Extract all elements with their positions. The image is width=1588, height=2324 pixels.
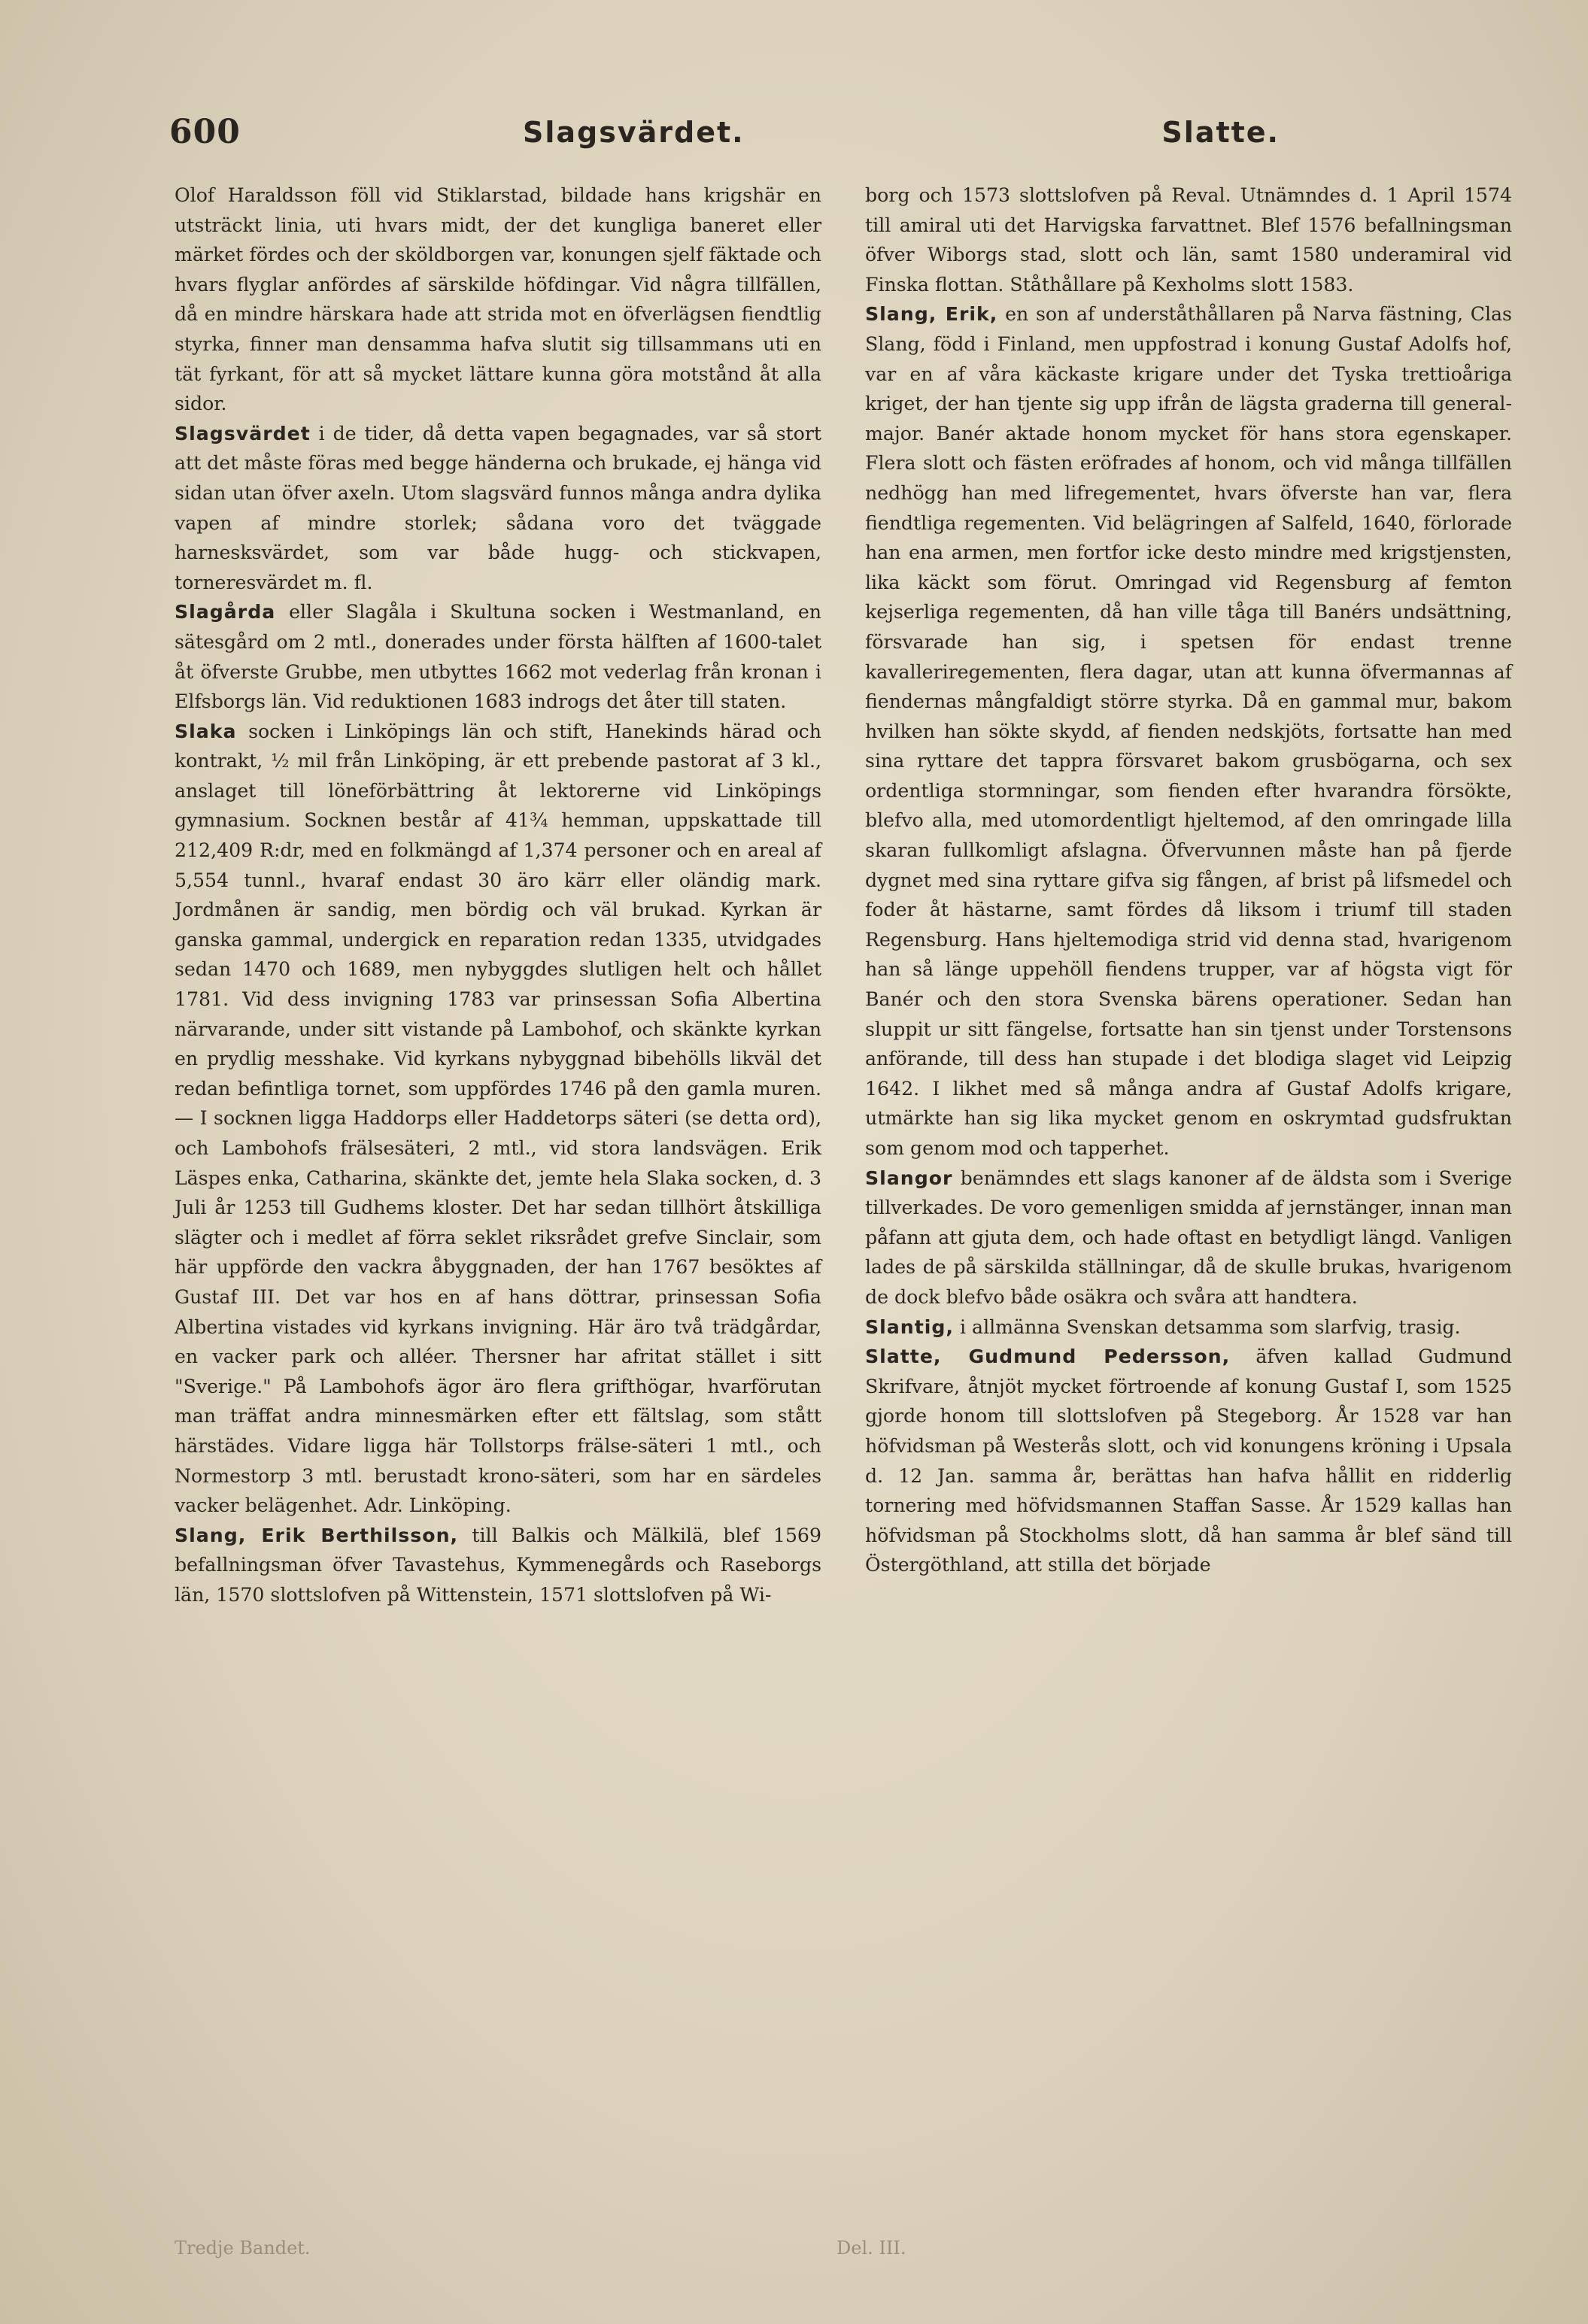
entry-text: borg och 1573 slottslofven på Reval. Utnämndes d. 1 April 1574 till amiral uti det Harvigska farvattnet. Blef 1576 befallningsman öfver Wiborgs stad, slott och län, samt 1580 underamiral vid Finska flottan. Ståthållare på Kexholms slott 1583. — [865, 184, 1512, 296]
left-running-title: Slagsvärdet. — [523, 116, 745, 149]
entry-text: i allmänna Svenskan detsamma som slarfvig, trasig. — [953, 1315, 1461, 1338]
headword: Slangor — [865, 1167, 953, 1189]
headword: Slang, Erik, — [865, 303, 998, 326]
left-entry-1 — [175, 181, 821, 419]
right-entry-1 — [865, 181, 1512, 299]
entry-text: benämndes ett slags kanoner af de äldsta som i Sverige tillverkades. De voro gemenligen smidda af jernstänger, innan man påfann att gjuta dem, och hade oftast en betydligt längd. Vanligen lades de på särskilda ställningar, då de skulle brukas, hvarigenom de dock blefvo både osäkra och svåra att handtera. — [865, 1167, 1512, 1308]
left-entry-2 — [175, 419, 821, 598]
entry-text: socken i Linköpings län och stift, Hanekinds härad och kontrakt, ½ mil från Linköping, är ett prebende pastorat af 3 kl., anslaget till löneförbättring åt lektorerne vid Linköpings gymnasium. Socknen består af 41¾ hemman, uppskattade till 212,409 R:dr, med en folkmängd af 1,374 personer och en areal af 5,554 tunnl., hvaraf endast 30 äro kärr eller oländig mark. Jordmånen är sandig, men bördig och väl brukad. Kyrkan är ganska gammal, undergick en reparation redan 1335, utvidgades sedan 1470 och 1689, men nybyggdes slutligen helt och hållet 1781. Vid dess invigning 1783 var prinsessan Sofia Albertina närvarande, under sitt vistande på Lambohof, och skänkte kyrkan en prydlig messhake. Vid kyrkans nybyggnad bibehölls likväl det redan befintliga tornet, som uppfördes 1746 på den gamla muren. — I socknen ligga Haddorps eller Haddetorps säteri (se detta ord), och Lambohofs frälsesäteri, 2 mtl., vid stora landsvägen. Erik Läspes enka, Catharina, skänkte det, jemte hela Slaka socken, d. 3 Juli år 1253 till Gudhems kloster. Det har sedan tillhört åtskilliga slägter och i medlet af förra seklet riksrådet grefve Sinclair, som här uppförde den vackra åbyggnaden, der han 1767 besöktes af Gustaf III. Det var hos en af hans döttrar, prinsessan Sofia Albertina vistades vid kyrkans invigning. Här äro två trädgårdar, en vacker park och alléer. Thersner har afritat stället i sitt "Sverige." På Lambohofs ägor äro flera grifthögar, hvarförutan man träffat andra minnesmärken efter ett fältslag, som stått härstädes. Vidare ligga här Tollstorps frälse-säteri 1 mtl., och Normestorp 3 mtl. berustadt krono-säteri, som har en särdeles vacker belägenhet. Adr. Linköping. — [175, 720, 821, 1517]
right-column — [865, 181, 1512, 1580]
headword: Slang, Erik Berthilsson, — [175, 1524, 459, 1546]
right-entry-5 — [865, 1342, 1512, 1580]
entry-text: en son af underståthållaren på Narva fästning, Clas Slang, född i Finland, men uppfostrad i konung Gustaf Adolfs hof, var en af våra käckaste krigare under det Tyska trettioåriga kriget, der han tjente sig upp ifrån de lägsta graderna till general-major. Banér aktade honom mycket för hans stora egenskaper. Flera slott och fästen eröfrades af honom, och vid många tillfällen nedhögg han med lifregementet, hvars öfverste han var, flera fiendtliga regementen. Vid belägringen af Salfeld, 1640, förlorade han ena armen, men fortfor icke desto mindre med krigstjensten, lika käckt som förut. Omringad vid Regensburg af femton kejserliga regementen, då han ville tåga till Banérs undsättning, försvarade han sig, i spetsen för endast trenne kavalleriregementen, flera dagar, utan att kunna öfvermannas af fiendernas mångfaldigt större styrka. Då en gammal mur, bakom hvilken han sökte skydd, af fienden nedskjöts, fortsatte han med sina ryttare det tappra försvaret bakom grusbögarna, och sex ordentliga stormningar, som fienden efter hvarandra försökte, blefvo alla, med utomordentligt hjeltemod, af den omringade lilla skaran fullkomligt afslagna. Öfvervunnen måste han på fjerde dygnet med sina ryttare gifva sig fången, af brist på lifsmedel och foder åt hästarne, samt fördes då liksom i triumf till staden Regensburg. Hans hjeltemodiga strid vid denna stad, hvarigenom han så länge uppehöll fiendens trupper, var af högsta vigt för Banér och den stora Svenska bärens operationer. Sedan han sluppit ur sitt fängelse, fortsatte han sin tjenst under Torstensons anförande, till dess han stupade i det blodiga slaget vid Leipzig 1642. I likhet med så många andra af Gustaf Adolfs krigare, utmärkte han sig lika mycket genom en oskrymtad gudsfruktan som genom mod och tapperhet. — [865, 303, 1512, 1159]
right-entry-3 — [865, 1164, 1512, 1312]
right-entry-4 — [865, 1312, 1512, 1343]
left-column — [175, 181, 821, 1610]
entry-text: i de tider, då detta vapen begagnades, var så stort att det måste föras med begge händerna och brukade, ej hänga vid sidan utan öfver axeln. Utom slagsvärd funnos många andra dylika vapen af mindre storlek; sådana voro det tväggade harnesksvärdet, som var både hugg- och stickvapen, torneresvärdet m. fl. — [175, 422, 821, 593]
headword: Slagårda — [175, 601, 276, 623]
footer-signatures — [175, 2238, 1505, 2268]
entry-text: äfven kallad Gudmund Skrifvare, åtnjöt mycket förtroende af konung Gustaf I, som 1525 gjorde honom till slottslofven på Stegeborg. År 1528 var han höfvidsman på Westerås slott, och vid konungens kröning i Upsala d. 12 Jan. samma år, berättas han hafva hållit en ridderlig tornering med höfvidsmannen Staffan Sasse. År 1529 kallas han höfvidsman på Stockholms slott, då han samma år blef sänd till Östergöthland, att stilla det började — [865, 1346, 1512, 1576]
entry-text: Olof Haraldsson föll vid Stiklarstad, bildade hans krigshär en utsträckt linia, uti hvars midt, der det kungliga baneret eller märket fördes och der sköldborgen var, konungen sjelf fäktade och hvars flyglar anfördes af särskilde höfdingar. Vid några tillfällen, då en mindre härskara hade att strida mot en öfverlägsen fiendtlig styrka, finner man densamma hafva slutit sig tillsammans uti en tät fyrkant, för att så mycket lättare kunna göra motstånd åt alla sidor. — [175, 184, 821, 415]
right-running-title: Slatte. — [1161, 116, 1280, 149]
footer-right-signature: Del. III. — [837, 2238, 906, 2259]
left-entry-5 — [175, 1521, 821, 1610]
headword: Slatte, Gudmund Pedersson, — [865, 1346, 1231, 1368]
right-entry-2 — [865, 299, 1512, 1163]
headword: Slagsvärdet — [175, 422, 311, 444]
left-entry-4 — [175, 717, 821, 1521]
page-number: 600 — [169, 113, 241, 151]
footer-left-signature: Tredje Bandet. — [175, 2238, 311, 2259]
entry-text: eller Slagåla i Skultuna socken i Westmanland, en sätesgård om 2 mtl., donerades under första hälften af 1600-talet åt öfverste Grubbe, men utbyttes 1662 mot vederlag från kronan i Elfsborgs län. Vid reduktionen 1683 indrogs det åter till staten. — [175, 601, 821, 713]
headword: Slantig, — [865, 1315, 954, 1338]
headword: Slaka — [175, 720, 237, 742]
running-header — [169, 113, 1505, 158]
entry-text: till Balkis och Mälkilä, blef 1569 befallningsman öfver Tavastehus, Kymmenegårds och Raseborgs län, 1570 slottslofven på Wittenstein, 1571 slottslofven på Wi- — [175, 1524, 821, 1606]
left-entry-3 — [175, 597, 821, 716]
